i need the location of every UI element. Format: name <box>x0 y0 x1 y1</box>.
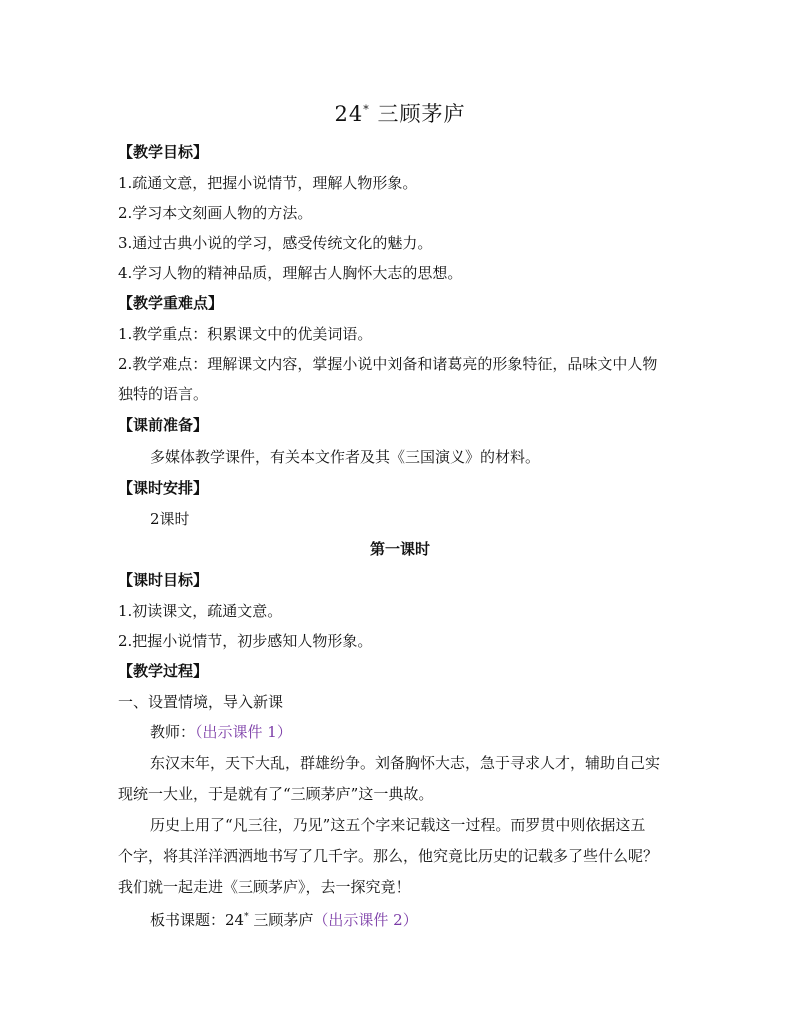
preparation-text: 多媒体教学课件，有关本文作者及其《三国演义》的材料。 <box>150 448 541 466</box>
section-schedule: 【课时安排】 <box>118 479 209 497</box>
goal-2: 2.学习本文刻画人物的方法。 <box>118 204 313 222</box>
goal-4: 4.学习人物的精神品质，理解古人胸怀大志的思想。 <box>118 264 463 282</box>
lesson-goal-1: 1.初读课文，疏通文意。 <box>118 602 283 620</box>
section-process: 【教学过程】 <box>118 662 209 680</box>
goal-1: 1.疏通文意，把握小说情节，理解人物形象。 <box>118 174 418 192</box>
goal-3: 3.通过古典小说的学习，感受传统文化的魅力。 <box>118 234 433 252</box>
para2-line2: 个字，将其洋洋洒洒地书写了几千字。那么，他究竟比历史的记载多了些什么呢？ <box>118 847 659 865</box>
section-preparation: 【课前准备】 <box>118 416 209 434</box>
board-line: 板书课题：24* 三顾茅庐（出示课件 2） <box>150 911 418 929</box>
para1-line2: 现统一大业，于是就有了“三顾茅庐”这一典故。 <box>118 785 434 803</box>
page-title: 24* 三顾茅庐 <box>334 102 466 126</box>
para1-line1: 东汉末年，天下大乱，群雄纷争。刘备胸怀大志，急于寻求人才，辅助自己实 <box>150 754 661 772</box>
key-point-2: 2.教学难点：理解课文内容，掌握小说中刘备和诸葛亮的形象特征，品味文中人物 <box>118 355 658 373</box>
section-key-points: 【教学重难点】 <box>118 294 224 312</box>
step-1: 一、设置情境，导入新课 <box>118 693 284 711</box>
lesson-goal-2: 2.把握小说情节，初步感知人物形象。 <box>118 632 373 650</box>
schedule-text: 2课时 <box>150 510 190 528</box>
key-point-1: 1.教学重点：积累课文中的优美词语。 <box>118 325 373 343</box>
teacher-line: 教师：（出示课件 1） <box>150 723 292 741</box>
lesson-heading: 第一课时 <box>369 540 430 558</box>
para2-line3: 我们就一起走进《三顾茅庐》，去一探究竟！ <box>118 878 411 896</box>
key-point-2-cont: 独特的语言。 <box>118 385 209 403</box>
para2-line1: 历史上用了“凡三往，乃见”这五个字来记载这一过程。而罗贯中则依据这五 <box>150 816 646 834</box>
courseware-1: （出示课件 1） <box>195 723 292 741</box>
courseware-2: （出示课件 2） <box>313 911 418 929</box>
section-lesson-goals: 【课时目标】 <box>118 571 209 589</box>
section-teaching-goals: 【教学目标】 <box>118 143 209 161</box>
